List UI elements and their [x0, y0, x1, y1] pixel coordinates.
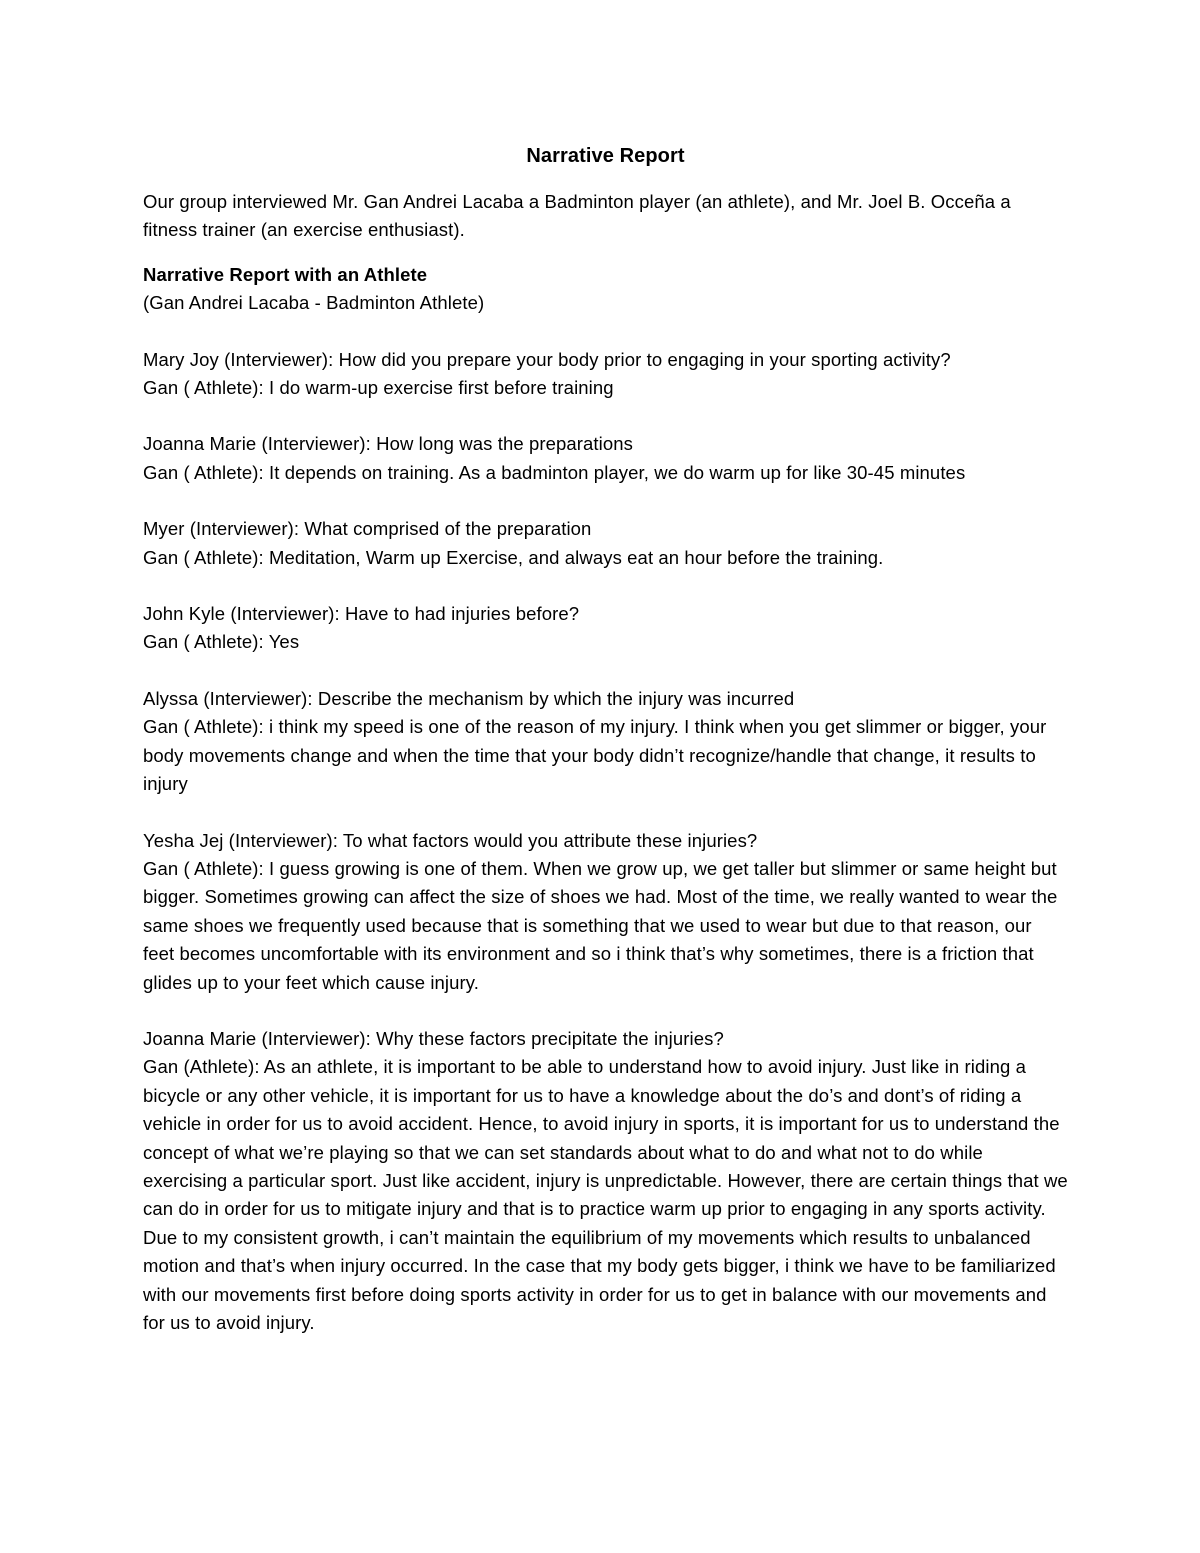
interview-exchange — [143, 685, 1068, 799]
interview-answer: Gan ( Athlete): Yes — [143, 631, 300, 653]
interview-exchange — [143, 600, 1068, 657]
interview-answer: Gan ( Athlete): i think my speed is one of the reason of my injury. I think when you get slimmer or bigger, your body movements change and when the time that your body didn’t recognize/handle that change, it results to injury — [143, 716, 1047, 795]
interview-question: John Kyle (Interviewer): Have to had injuries before? — [143, 603, 580, 625]
interview-answer: Gan ( Athlete): It depends on training. As a badminton player, we do warm up for like 30-45 minutes — [143, 461, 966, 483]
document-body — [143, 142, 1068, 1365]
interview-question: Alyssa (Interviewer): Describe the mechanism by which the injury was incurred — [143, 687, 795, 709]
interview-question: Yesha Jej (Interviewer): To what factors would you attribute these injuries? — [143, 829, 758, 851]
section-subheading: (Gan Andrei Lacaba - Badminton Athlete) — [143, 292, 485, 314]
section-heading: Narrative Report with an Athlete — [143, 263, 428, 285]
interview-exchange — [143, 1025, 1068, 1337]
interview-exchange — [143, 430, 1068, 487]
page-title: Narrative Report — [526, 145, 685, 167]
interview-answer: Gan (Athlete): As an athlete, it is important to be able to understand how to avoid injury. Just like in riding a bicycle or any other vehicle, it is important for us to have a knowledge about the do’s and dont’s of riding a vehicle in order for us to avoid accident. Hence, to avoid injury in sports, it is important for us to understand the concept of what we’re playing so that we can set standards about what to do and what not to do while exercising a particular sport. Just like accident, injury is unpredictable. However, there are certain things that we can do in order for us to mitigate injury and that is to practice warm up prior to engaging in any sports activity. Due to my consistent growth, i can’t maintain the equilibrium of my movements which results to unbalanced motion and that’s when injury occurred. In the case that my body gets bigger, i think we have to be familiarized with our movements first before doing sports activity in order for us to get in balance with our movements and for us to avoid injury. — [143, 1056, 1068, 1333]
interview-answer: Gan ( Athlete): I do warm-up exercise first before training — [143, 377, 614, 399]
interview-question: Joanna Marie (Interviewer): How long was the preparations — [143, 433, 634, 455]
interview-answer: Gan ( Athlete): I guess growing is one of them. When we grow up, we get taller but slimmer or same height but bigger. Sometimes growing can affect the size of shoes we had. Most of the time, we really wanted to wear the same shoes we frequently used because that is something that we used to wear but due to that reason, our feet becomes uncomfortable with its environment and so i think that’s why sometimes, there is a friction that glides up to your feet which cause injury. — [143, 857, 1058, 993]
interview-question: Myer (Interviewer): What comprised of the preparation — [143, 518, 592, 540]
interview-answer: Gan ( Athlete): Meditation, Warm up Exercise, and always eat an hour before the training. — [143, 546, 884, 568]
interview-exchange — [143, 827, 1068, 997]
interview-question: Mary Joy (Interviewer): How did you prepare your body prior to engaging in your sporting activity? — [143, 348, 951, 370]
interview-exchange — [143, 346, 1068, 403]
interview-exchange — [143, 515, 1068, 572]
intro-paragraph: Our group interviewed Mr. Gan Andrei Lacaba a Badminton player (an athlete), and Mr. Joel B. Occeña a fitness trainer (an exercise enthusiast). — [143, 191, 1011, 241]
interview-question: Joanna Marie (Interviewer): Why these factors precipitate the injuries? — [143, 1027, 724, 1049]
